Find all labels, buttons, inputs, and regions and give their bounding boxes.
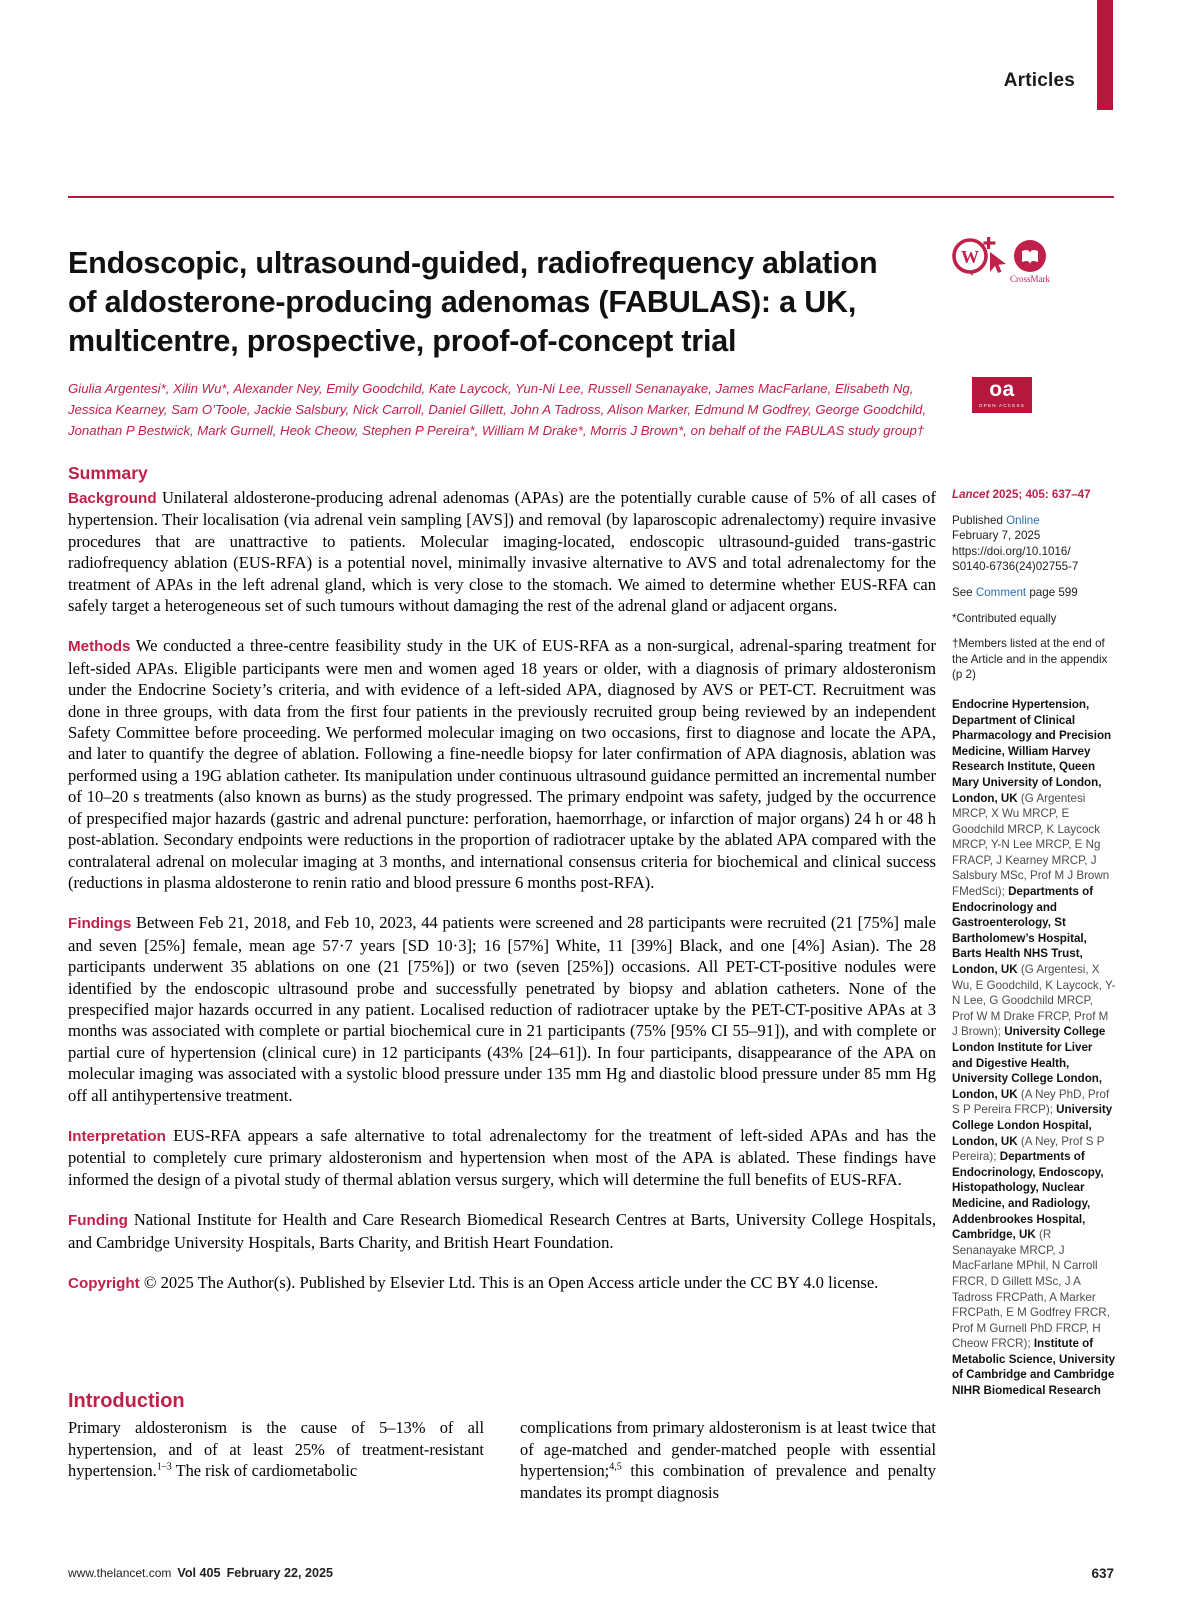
intro-paragraph-right: complications from primary aldosteronism is at least twice that of age-matched and gender-matched people with essential hypertension;$^{4,5}$ this combination of prevalence and penalty mandates its prompt diagnosis [520,1418,936,1502]
summary-background [68,487,936,616]
sidebar-metadata [952,487,1116,1399]
crossmark-logo[interactable] [948,232,1068,294]
journal-name: Lancet [952,488,990,501]
doi-line-1[interactable]: https://doi.org/10.1016/ [952,544,1071,558]
copyright-text: © 2025 The Author(s). Published by Elsevier Ltd. This is an Open Access article under the CC BY 4.0 license. [139,1273,879,1292]
doi-line-2[interactable]: S0140-6736(24)02755-7 [952,560,1079,574]
background-text: Unilateral aldosterone-producing adrenal adenomas (APAs) are the potentially curable cause of 5% of all cases of hypertension. Their localisation (via adrenal vein sampling [AVS]) and removal (by laparoscopic adrenalectomy) require invasive procedures that are unattractive to patients. Molecular imaging-located, endoscopic ultrasound-guided trans-gastric radiofrequency ablation (EUS-RFA) is a potential novel, minimally invasive alternative to AVS and total adrenalectomy for the treatment of APAs in the left adrenal gland, which is very close to the stomach. We aimed to determine whether EUS-RFA can safely target a heterogeneous set of such tumours without damaging the rest of the adrenal gland or adjacent organs. [68,488,936,616]
summary-findings [68,912,936,1106]
affiliation-authors: (G Argentesi MRCP, X Wu MRCP, E Goodchild MRCP, K Laycock MRCP, Y-N Lee MRCP, E Ng FRACP, J Kearney MRCP, J Salsbury MSc, Prof M J Brown FMedSci); [952,791,1110,899]
intro-column-right [520,1388,936,1503]
published-online-link[interactable]: Online [1006,513,1040,527]
running-head: Articles [1003,70,1075,91]
affiliation-institution: University College London Hospital, London, UK [952,1103,1113,1148]
funding-text: National Institute for Health and Care Research Biomedical Research Centres at Barts, University College Hospitals, and Cambridge University Hospitals, Barts Charity, and British Heart Foundation. [68,1210,936,1252]
affiliation-institution: Departments of Endocrinology and Gastroenterology, St Bartholomew’s Hospital, Barts Health NHS Trust, London, UK [952,885,1094,977]
summary-methods [68,635,936,893]
oa-logo-subtext: OPEN ACCESS [978,403,1026,408]
header-rule [68,196,1114,198]
citation-line [952,487,1116,503]
copyright-label: Copyright [68,1275,140,1292]
findings-text: Between Feb 21, 2018, and Feb 10, 2023, 44 patients were screened and 28 participants were recruited (21 [75%] male and seven [25%] female, mean age 57·7 years [SD 10·3]; 16 [57%] White, 11 [39%] Black, and one [4%] Asian). The 28 participants underwent 35 ablations on one (21 [75%]) or two (seven [25%]) occasions. All PET-CT-positive nodules were identified by the endoscopic ultrasound probe and successfully penetrated by biopsy and ablation catheters. None of the prespecified major hazards occurred in any patient. Localised reduction of radiotracer uptake by the PET-CT-positive APAs at 3 months was associated with complete or partial biochemical cure in 21 participants (75% [95% CI 55–91]), and with complete or partial cure of hypertension (clinical cure) in 12 participants (43% [24–61]). In four participants, disappearance of the APA on molecular imaging was associated with a systolic blood pressure under 135 mm Hg and diastolic blood pressure under 85 mm Hg off all antihypertensive treatment. [68,913,936,1105]
published-date: February 7, 2025 [952,529,1041,543]
summary-section [68,462,936,1294]
affiliations-list [952,697,1116,1399]
intro-column-spacer [520,1388,936,1417]
oa-logo-text: oa [989,378,1015,401]
footer-url[interactable]: www.thelancet.com [68,1566,172,1580]
introduction-heading: Introduction [68,1390,185,1412]
background-label: Background [68,490,157,507]
funding-label: Funding [68,1212,128,1230]
affiliation-institution: Departments of Endocrinology, Endoscopy, Histopathology, Nuclear Medicine, and Radiology, Addenbrookes Hospital, Cambridge, UK [952,1150,1104,1242]
interpretation-label: Interpretation [68,1127,166,1145]
see-prefix: See [952,585,976,599]
interpretation-text: EUS-RFA appears a safe alternative to total adrenalectomy for the treatment of left-sided APAs and has the potential to completely cure primary aldosteronism and hypertension when most of the APA is ablated. These findings have informed the design of a pivotal study of thermal ablation versus surgery, which will determine the full benefits of EUS-RFA. [68,1125,936,1189]
intro-column-left [68,1388,484,1503]
published-online-block [952,513,1116,575]
author-list: Giulia Argentesi*, Xilin Wu*, Alexander Ney, Emily Goodchild, Kate Laycock, Yun-Ni Lee, Russell Senanayake, James MacFarlane, Elisabeth Ng, Jessica Kearney, Sam O’Toole, Jackie Salsbury, Nick Carroll, Daniel Gillett, John A Tadross, Alison Marker, Edmund M Godfrey, George Goodchild, Jonathan P Bestwick, Mark Gurnell, Heok Cheow, Stephen P Pereira*, William M Drake*, Morris J Brown*, on behalf of the FABULAS study group† [68,381,927,438]
findings-label: Findings [68,915,132,933]
footer-volume: Vol 405 [177,1566,221,1580]
footer-left [68,1566,333,1580]
affiliation-authors: (R Senanayake MRCP, J MacFarlane MPhil, N Carroll FRCR, D Gillett MSc, J A Tadross FRCPath, A Marker FRCPath, E M Godfrey FRCR, Prof M Gurnell PhD FRCP, H Cheow FRCR); [952,1228,1110,1351]
summary-copyright [68,1272,936,1294]
contributed-equally-note: *Contributed equally [952,611,1057,625]
introduction-section [68,1388,936,1503]
header-accent-bar [1097,0,1113,110]
affiliation-authors: (A Ney PhD, Prof S P Pereira FRCP); [952,1087,1110,1117]
open-access-badge [972,377,1032,413]
members-note: †Members listed at the end of the Article and in the appendix (p 2) [952,637,1108,682]
methods-text: We conducted a three-centre feasibility study in the UK of EUS-RFA as a non-surgical, adrenal-sparing treatment for left-sided APAs. Eligible participants were men and women aged 18 years or older, with a diagnosis of primary aldosteronism under the Endocrine Society’s criteria, and with evidence of a left-sided APA, diagnosed by AVS or PET-CT. Recruitment was done in three groups, with data from the first four patients in the previously recruited group being reviewed by an independent Safety Committee before proceeding. We performed molecular imaging on two occasions, first to diagnose and locate the APA, and later to quantify the degree of ablation. Following a fine-needle biopsy for later confirmation of APA diagnosis, ablation was performed using a 19G ablation catheter. Its manipulation under continuous ultrasound guidance permitted an incremental number of 10–20 s treatments (also known as burns) as the study progressed. The primary endpoint was safety, judged by the occurrence of prespecified major hazards (gastric and adrenal puncture: perforation, haemorrhage, or infarction of major organs) 24 h or 48 h post-ablation. Secondary endpoints were reductions in the proportion of radiotracer uptake by the ablated APA compared with the contralateral adrenal on molecular imaging at 3 months, and international consensus criteria for biochemical and clinical success (reductions in plasma aldosterone to renin ratio and blood pressure 6 months post-RFA). [68,636,936,892]
summary-interpretation [68,1125,936,1190]
see-comment-block [952,585,1116,601]
affiliation-institution: Endocrine Hypertension, Department of Clinical Pharmacology and Precision Medicine, William Harvey Research Institute, Queen Mary University of London, London, UK [952,697,1112,805]
affiliation-authors: (G Argentesi, X Wu, E Goodchild, K Laycock, Y-N Lee, G Goodchild MRCP, Prof W M Drake FRCP, Prof M J Brown); [952,963,1116,1039]
crossmark-label: CrossMark [1010,274,1050,284]
summary-funding [68,1209,936,1253]
page-title: Endoscopic, ultrasound-guided, radiofrequency ablation of aldosterone-producing adenomas (FABULAS): a UK, multicentre, prospective, proof-of-concept trial [68,246,878,359]
affiliation-institution: Institute of Metabolic Science, University of Cambridge and Cambridge NIHR Biomedical Research [952,1337,1116,1398]
affiliation-authors: (A Ney, Prof S P Pereira); [952,1134,1105,1164]
affiliation-institution: University College London Institute for Liver and Digestive Health, University College London, London, UK [952,1025,1106,1101]
comment-link[interactable]: Comment [975,585,1027,599]
footer-page-number: 637 [1091,1566,1114,1581]
see-suffix: page 599 [1026,585,1078,599]
published-prefix: Published [952,513,1007,527]
intro-paragraph-left: Primary aldosteronism is the cause of 5–13% of all hypertension, and of at least 25% of treatment-resistant hypertension.$^{1-3}$ The risk of cardiometabolic [68,1418,484,1481]
summary-heading: Summary [68,463,148,483]
citation-details: 2025; 405: 637–47 [989,488,1091,501]
methods-label: Methods [68,638,131,656]
footer-date: February 22, 2025 [226,1566,333,1580]
svg-text:W: W [961,247,979,267]
